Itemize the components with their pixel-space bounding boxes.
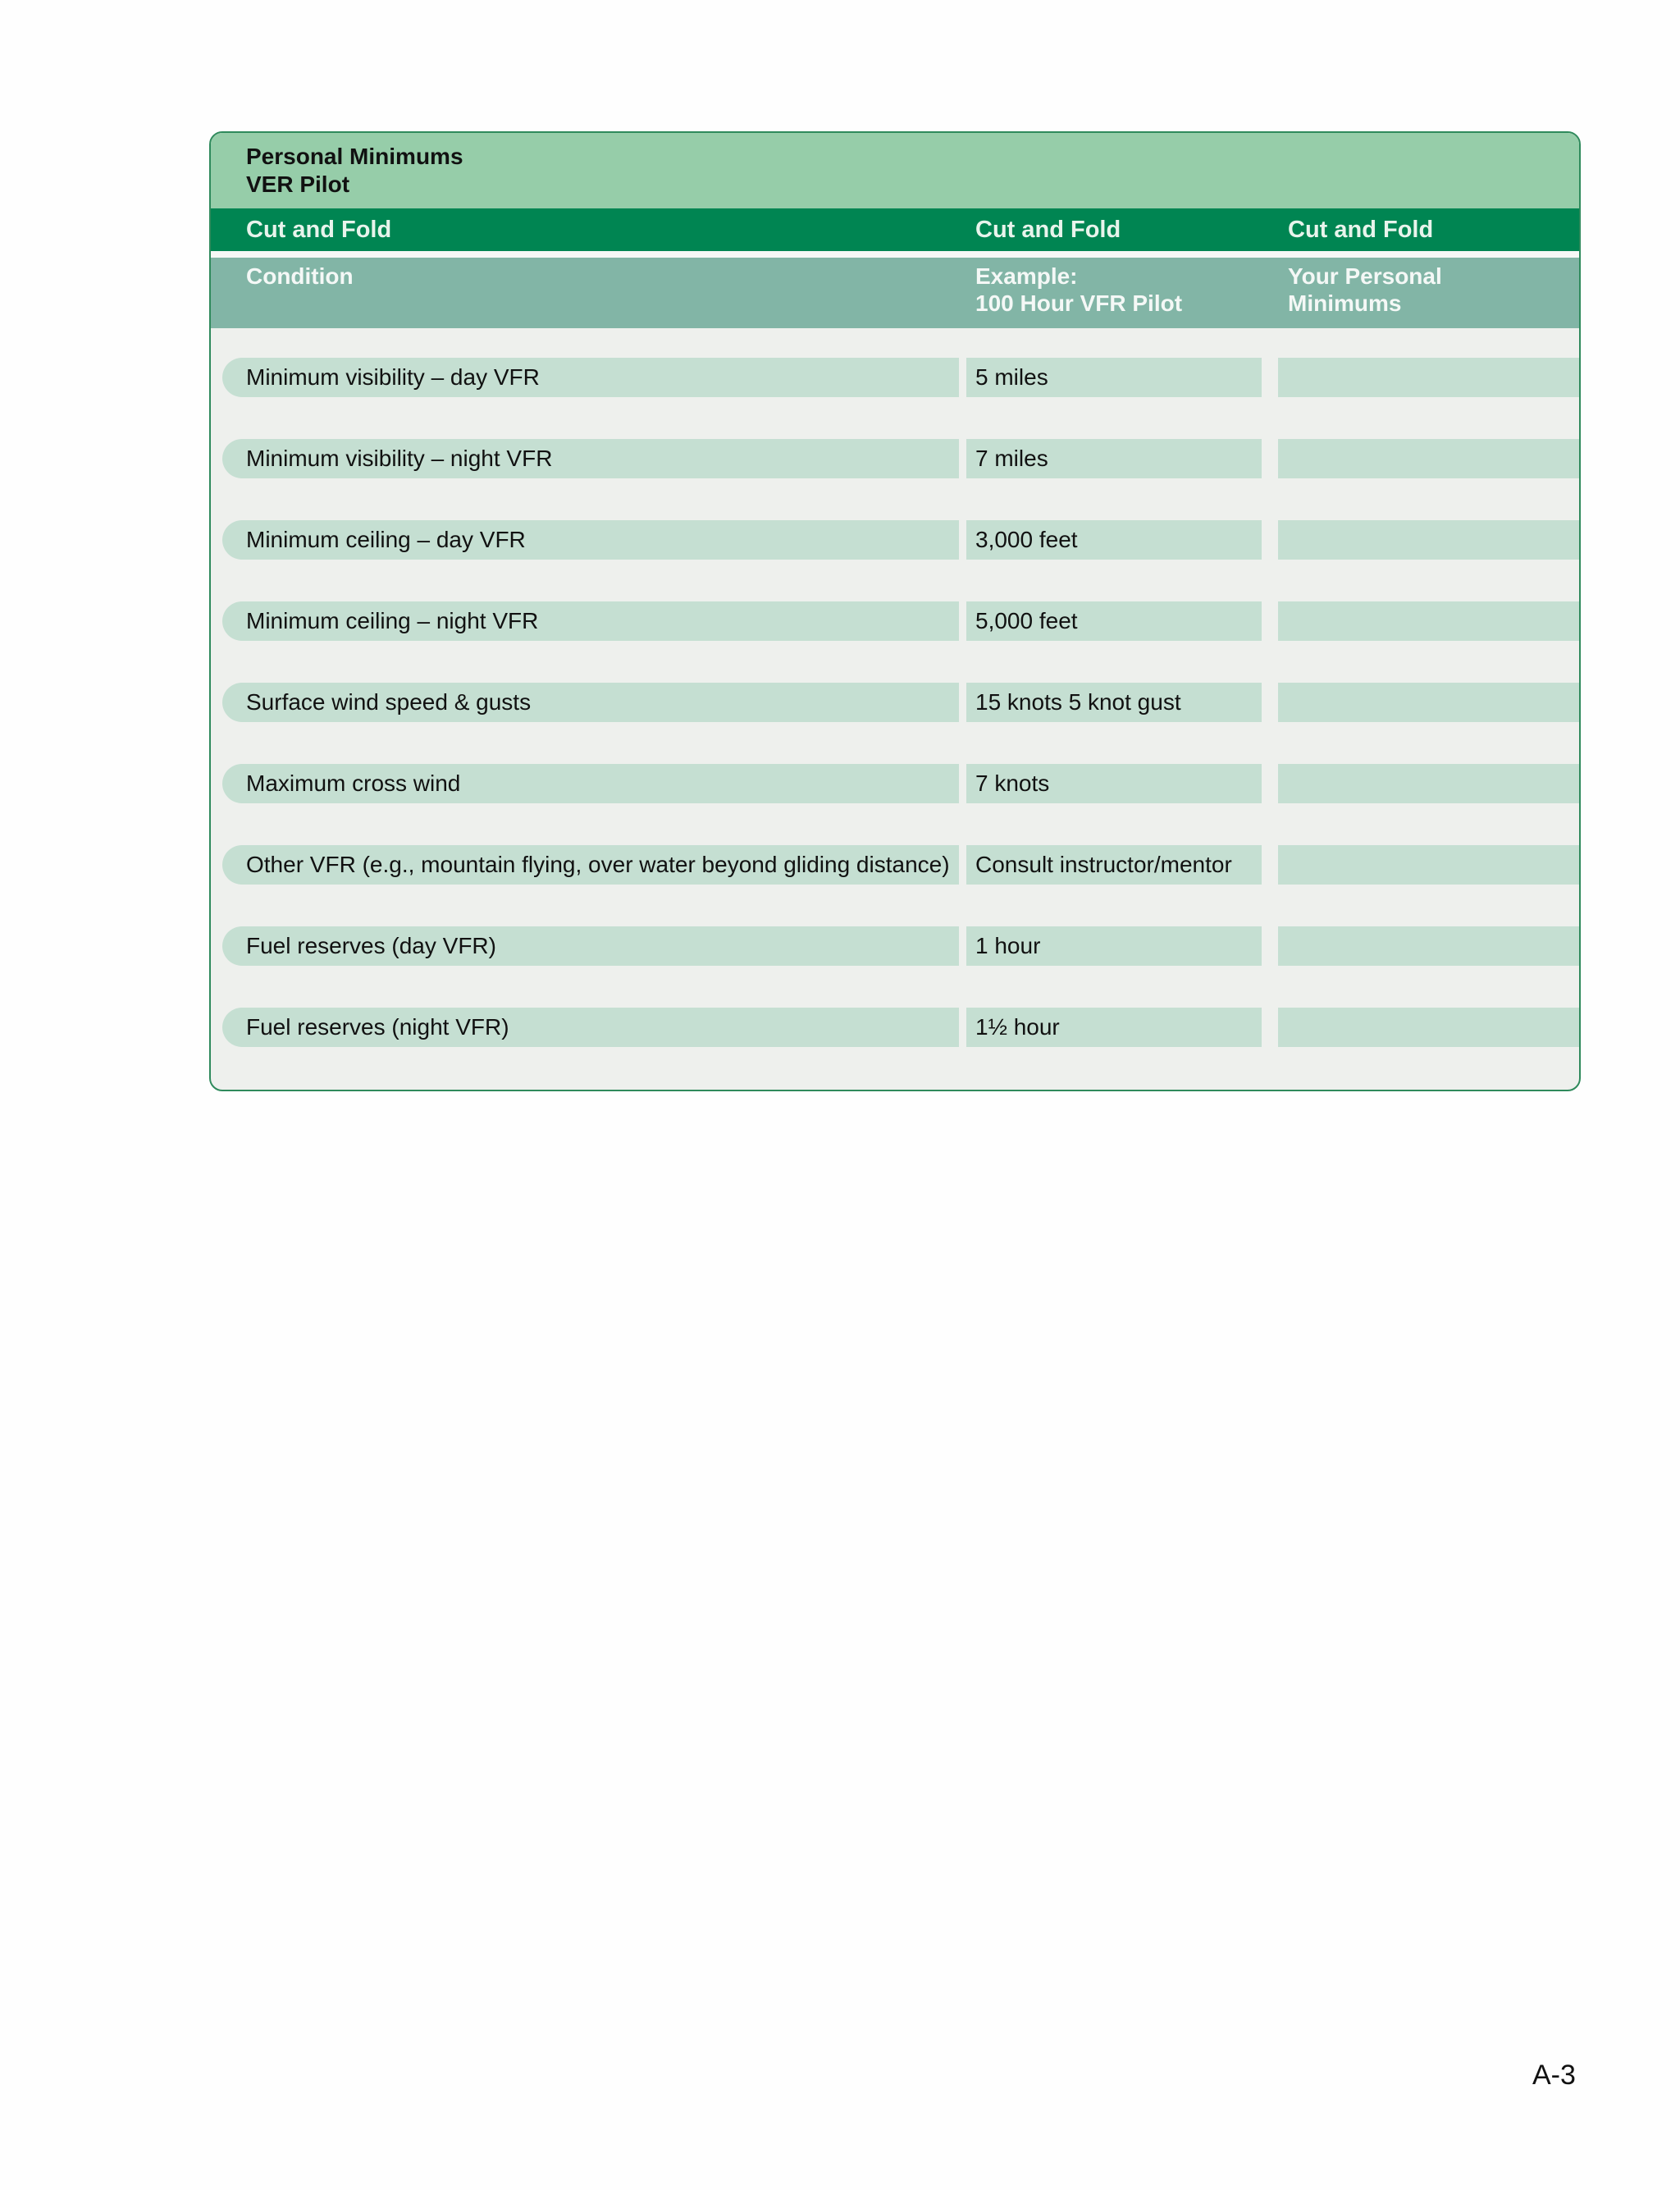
example-cell: 5,000 feet — [966, 601, 1262, 641]
condition-cell: Fuel reserves (night VFR) — [222, 1008, 959, 1047]
fold-label-yours: Cut and Fold — [1288, 217, 1434, 243]
example-cell: Consult instructor/mentor — [966, 845, 1262, 885]
header-yours-line-1: Your Personal — [1288, 263, 1442, 289]
personal-minimum-field[interactable] — [1278, 845, 1581, 885]
header-yours-line-2: Minimums — [1288, 290, 1402, 316]
example-cell: 3,000 feet — [966, 520, 1262, 560]
personal-minimum-field[interactable] — [1278, 764, 1581, 803]
personal-minimum-field[interactable] — [1278, 683, 1581, 722]
condition-cell: Minimum visibility – day VFR — [222, 358, 959, 397]
condition-cell: Surface wind speed & gusts — [222, 683, 959, 722]
table-row — [211, 845, 1579, 885]
personal-minimums-card — [209, 131, 1581, 1091]
header-example-line-1: Example: — [975, 263, 1078, 289]
column-header-condition — [246, 263, 354, 290]
column-header-yours — [1288, 263, 1442, 317]
personal-minimum-field[interactable] — [1278, 601, 1581, 641]
table-row — [211, 358, 1579, 397]
personal-minimum-field[interactable] — [1278, 520, 1581, 560]
title-line-2: VER Pilot — [246, 171, 350, 197]
condition-cell: Minimum visibility – night VFR — [222, 439, 959, 478]
column-header-example — [975, 263, 1182, 317]
example-cell: 1 hour — [966, 926, 1262, 966]
condition-cell: Other VFR (e.g., mountain flying, over water beyond gliding distance) — [222, 845, 959, 885]
table-row — [211, 601, 1579, 641]
divider — [211, 251, 1579, 258]
example-cell: 7 miles — [966, 439, 1262, 478]
example-cell: 15 knots 5 knot gust — [966, 683, 1262, 722]
example-cell: 5 miles — [966, 358, 1262, 397]
example-cell: 7 knots — [966, 764, 1262, 803]
cut-and-fold-bar — [211, 208, 1579, 251]
condition-cell: Minimum ceiling – night VFR — [222, 601, 959, 641]
card-title — [246, 143, 463, 199]
table-row — [211, 520, 1579, 560]
header-condition-text: Condition — [246, 263, 354, 289]
personal-minimum-field[interactable] — [1278, 358, 1581, 397]
condition-cell: Minimum ceiling – day VFR — [222, 520, 959, 560]
title-line-1: Personal Minimums — [246, 144, 463, 169]
fold-label-example: Cut and Fold — [975, 217, 1121, 243]
table-row — [211, 1008, 1579, 1047]
personal-minimum-field[interactable] — [1278, 926, 1581, 966]
table-row — [211, 439, 1579, 478]
column-header-row — [211, 258, 1579, 328]
condition-cell: Fuel reserves (day VFR) — [222, 926, 959, 966]
example-cell: 1½ hour — [966, 1008, 1262, 1047]
page-number: A-3 — [1532, 2060, 1576, 2091]
condition-cell: Maximum cross wind — [222, 764, 959, 803]
table-row — [211, 764, 1579, 803]
fold-label-condition: Cut and Fold — [246, 217, 392, 243]
card-header — [211, 133, 1579, 208]
header-example-line-2: 100 Hour VFR Pilot — [975, 290, 1183, 316]
personal-minimum-field[interactable] — [1278, 439, 1581, 478]
table-row — [211, 683, 1579, 722]
table-row — [211, 926, 1579, 966]
personal-minimum-field[interactable] — [1278, 1008, 1581, 1047]
